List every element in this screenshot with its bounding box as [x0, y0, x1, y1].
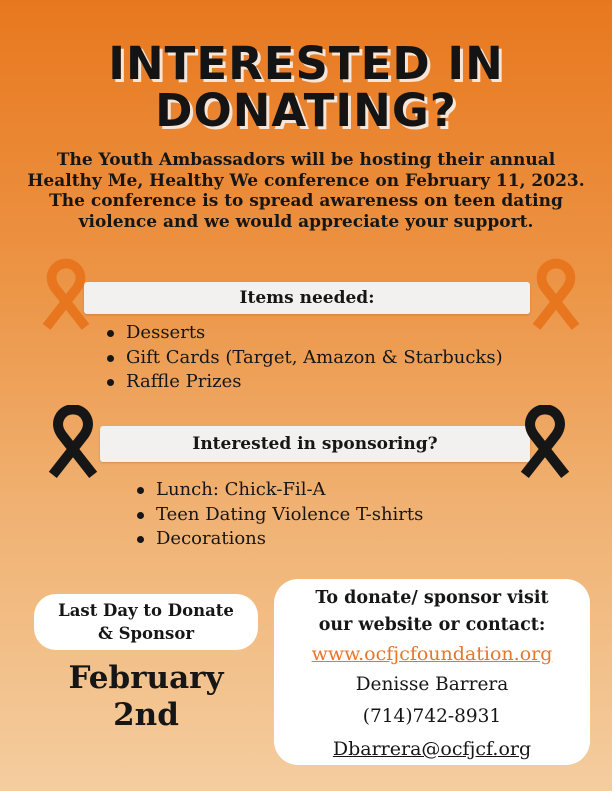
website-link[interactable]: www.ocfjcfoundation.org — [311, 643, 553, 665]
black-awareness-ribbon-icon — [516, 405, 574, 483]
orange-awareness-ribbon-icon — [38, 258, 94, 336]
last-day-label-line-2: & Sponsor — [97, 624, 195, 643]
email-link[interactable]: Dbarrera@ocfjcf.org — [332, 738, 532, 760]
intro-paragraph: The Youth Ambassadors will be hosting their annual Healthy Me, Healthy We conference on February 11, 2023. The conference is to spread awareness on teen dating violence and we would appreciate your support. — [27, 150, 585, 232]
contact-phone: (714)742-8931 — [362, 706, 502, 727]
list-item: Decorations — [134, 527, 423, 552]
last-day-label-line-1: Last Day to Donate — [58, 601, 234, 620]
title-line-2: DONATING? — [155, 84, 457, 137]
contact-heading-line-2: our website or contact: — [318, 615, 546, 635]
deadline-date-line-2: 2nd — [113, 697, 179, 733]
list-item: Raffle Prizes — [104, 370, 503, 395]
sponsoring-banner: Interested in sponsoring? — [100, 426, 530, 462]
black-awareness-ribbon-icon — [44, 405, 102, 483]
items-needed-list — [104, 321, 503, 395]
list-item: Gift Cards (Target, Amazon & Starbucks) — [104, 346, 503, 371]
deadline-date — [34, 660, 258, 734]
deadline-date-line-1: February — [68, 660, 224, 696]
list-item: Desserts — [104, 321, 503, 346]
contact-heading — [274, 585, 590, 639]
title-line-1: INTERESTED IN — [108, 37, 504, 90]
contact-name: Denisse Barrera — [355, 674, 509, 695]
contact-card — [274, 579, 590, 765]
sponsoring-list — [134, 478, 423, 552]
contact-heading-line-1: To donate/ sponsor visit — [315, 588, 549, 608]
list-item: Lunch: Chick-Fil-A — [134, 478, 423, 503]
items-needed-banner: Items needed: — [84, 282, 530, 314]
last-day-badge — [34, 594, 258, 650]
list-item: Teen Dating Violence T-shirts — [134, 503, 423, 528]
orange-awareness-ribbon-icon — [528, 258, 584, 336]
page-title — [0, 37, 612, 137]
